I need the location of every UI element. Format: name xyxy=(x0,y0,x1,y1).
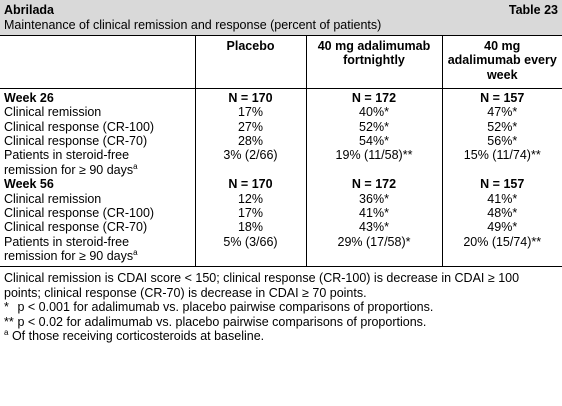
brand-name: Abrilada xyxy=(4,3,55,17)
value-cell: 29% (17/58)* xyxy=(306,235,442,267)
value-cell: 5% (3/66) xyxy=(195,235,306,267)
value-cell: 41%* xyxy=(442,192,562,206)
footnote-star xyxy=(4,300,558,314)
value-cell: 48%* xyxy=(442,206,562,220)
row-label xyxy=(0,235,195,267)
value-cell: 52%* xyxy=(306,120,442,134)
section-row-week-56 xyxy=(0,177,562,191)
value-cell: 27% xyxy=(195,120,306,134)
footnote-double-star xyxy=(4,315,558,329)
row-label: Clinical response (CR-100) xyxy=(4,205,155,220)
table-row xyxy=(0,192,562,206)
row-label-line: Patients in steroid-free xyxy=(4,234,130,249)
value-cell: 40%* xyxy=(306,105,442,119)
footnote-text: p < 0.001 for adalimumab vs. placebo pairwise comparisons of proportions. xyxy=(17,300,434,315)
row-label: Clinical remission xyxy=(4,105,102,120)
row-label: Clinical response (CR-70) xyxy=(4,220,148,235)
table-row xyxy=(0,105,562,119)
n-cell: N = 172 xyxy=(306,88,442,105)
footnote-text: p < 0.02 for adalimumab vs. placebo pairwise comparisons of proportions. xyxy=(17,314,427,329)
value-cell: 12% xyxy=(195,192,306,206)
n-cell: N = 157 xyxy=(442,177,562,191)
value-cell: 41%* xyxy=(306,206,442,220)
row-label-line: Patients in steroid-free xyxy=(4,148,130,163)
footnote-symbol: ** xyxy=(4,314,14,329)
column-header-fortnightly: 40 mg adalimumab fortnightly xyxy=(306,35,442,88)
value-cell: 20% (15/74)** xyxy=(442,235,562,267)
value-cell: 52%* xyxy=(442,120,562,134)
footnote-text: Of those receiving corticosteroids at baseline. xyxy=(11,328,265,343)
value-cell: 18% xyxy=(195,220,306,234)
footnote-marker: a xyxy=(133,248,138,257)
value-cell: 17% xyxy=(195,105,306,119)
value-cell: 56%* xyxy=(442,134,562,148)
table-row xyxy=(0,206,562,220)
column-header-weekly: 40 mg adalimumab every week xyxy=(442,35,562,88)
value-cell: 47%* xyxy=(442,105,562,119)
column-header-row xyxy=(0,35,562,88)
table-subtitle: Maintenance of clinical remission and response (percent of patients) xyxy=(4,18,382,33)
n-cell: N = 170 xyxy=(195,177,306,191)
value-cell: 28% xyxy=(195,134,306,148)
table-row xyxy=(0,120,562,134)
row-label: Clinical response (CR-70) xyxy=(4,134,148,148)
table-row xyxy=(0,134,562,148)
value-cell: 43%* xyxy=(306,220,442,234)
results-table xyxy=(0,35,562,268)
table-header-band xyxy=(0,0,562,35)
table-row xyxy=(0,220,562,234)
n-cell: N = 157 xyxy=(442,88,562,105)
footnotes xyxy=(0,267,562,343)
table-row xyxy=(0,235,562,267)
value-cell: 36%* xyxy=(306,192,442,206)
row-label: Clinical response (CR-100) xyxy=(4,119,155,134)
row-label-header xyxy=(0,35,195,88)
footnote-symbol: * xyxy=(4,300,9,315)
column-header-placebo: Placebo xyxy=(195,35,306,88)
row-label: Clinical remission xyxy=(4,191,102,206)
section-label: Week 26 xyxy=(4,90,54,105)
row-label xyxy=(0,148,195,177)
value-cell: 49%* xyxy=(442,220,562,234)
table-row xyxy=(0,148,562,177)
table-number: Table 23 xyxy=(508,3,558,17)
section-label: Week 56 xyxy=(4,177,54,192)
value-cell: 19% (11/58)** xyxy=(306,148,442,177)
value-cell: 17% xyxy=(195,206,306,220)
value-cell: 3% (2/66) xyxy=(195,148,306,177)
footnote-definition: Clinical remission is CDAI score < 150; clinical response (CR-100) is decrease in CDAI ≥ 100 points; clinical response (CR-70) is decrease in CDAI ≥ 70 points. xyxy=(4,271,520,300)
row-label-line: remission for ≥ 90 days xyxy=(4,249,134,263)
section-row-week-26 xyxy=(0,88,562,105)
footnote-marker: a xyxy=(133,161,138,171)
n-cell: N = 172 xyxy=(306,177,442,191)
value-cell: 15% (11/74)** xyxy=(442,148,562,177)
value-cell: 54%* xyxy=(306,134,442,148)
footnote-a xyxy=(4,329,558,343)
footnote-symbol: a xyxy=(4,327,9,337)
n-cell: N = 170 xyxy=(195,88,306,105)
row-label-line: remission for ≥ 90 days xyxy=(4,162,134,177)
